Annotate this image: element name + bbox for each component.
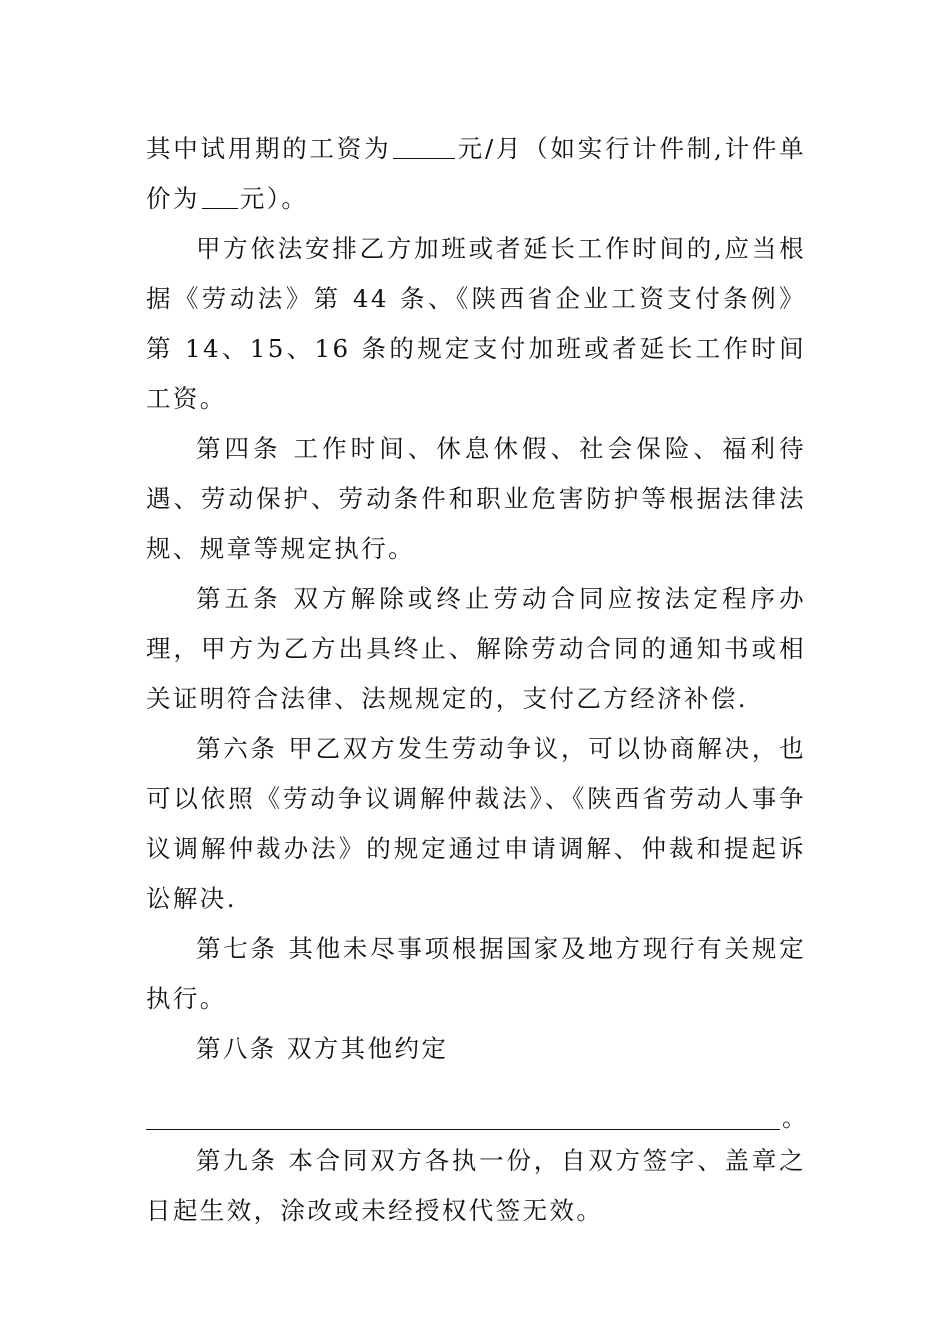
other-agreement-blank <box>146 1093 780 1130</box>
wage-text-1: 其中试用期的工资为 <box>146 134 392 163</box>
article-8-end-mark: 。 <box>782 1104 806 1132</box>
article-9: 第九条 本合同双方各执一份，自双方签字、盖章之日起生效，涂改或未经授权代签无效。 <box>146 1146 806 1225</box>
article-6: 第六条 甲乙双方发生劳动争议，可以协商解决，也可以依照《劳动争议调解仲裁法》、《陕西省劳动人事争议调解仲裁办法》的规定通过申请调解、仲裁和提起诉讼解决. <box>146 734 806 913</box>
article-8: 第八条 双方其他约定 <box>196 1034 449 1063</box>
wage-blank <box>393 134 455 159</box>
article-5: 第五条 双方解除或终止劳动合同应按法定程序办理，甲方为乙方出具终止、解除劳动合同的通知书或相关证明符合法律、法规规定的，支付乙方经济补偿. <box>146 584 806 713</box>
piece-rate-blank <box>202 184 238 209</box>
article-7: 第七条 其他未尽事项根据国家及地方现行有关规定执行。 <box>146 934 806 1013</box>
wage-paragraph <box>146 124 806 224</box>
article-8-fill-line <box>146 1078 806 1130</box>
article-4: 第四条 工作时间、休息休假、社会保险、福利待遇、劳动保护、劳动条件和职业危害防护等根据法律法规、规章等规定执行。 <box>146 434 806 563</box>
wage-text-2: 元/月（如实行计件制,计件单价为 <box>146 134 806 213</box>
wage-text-3: 元）。 <box>239 184 309 213</box>
contract-page <box>146 124 806 1236</box>
overtime-paragraph: 甲方依法安排乙方加班或者延长工作时间的,应当根据《劳动法》第 44 条、《陕西省企业工资支付条例》第 14、15、16 条的规定支付加班或者延长工作时间工资。 <box>146 234 806 413</box>
